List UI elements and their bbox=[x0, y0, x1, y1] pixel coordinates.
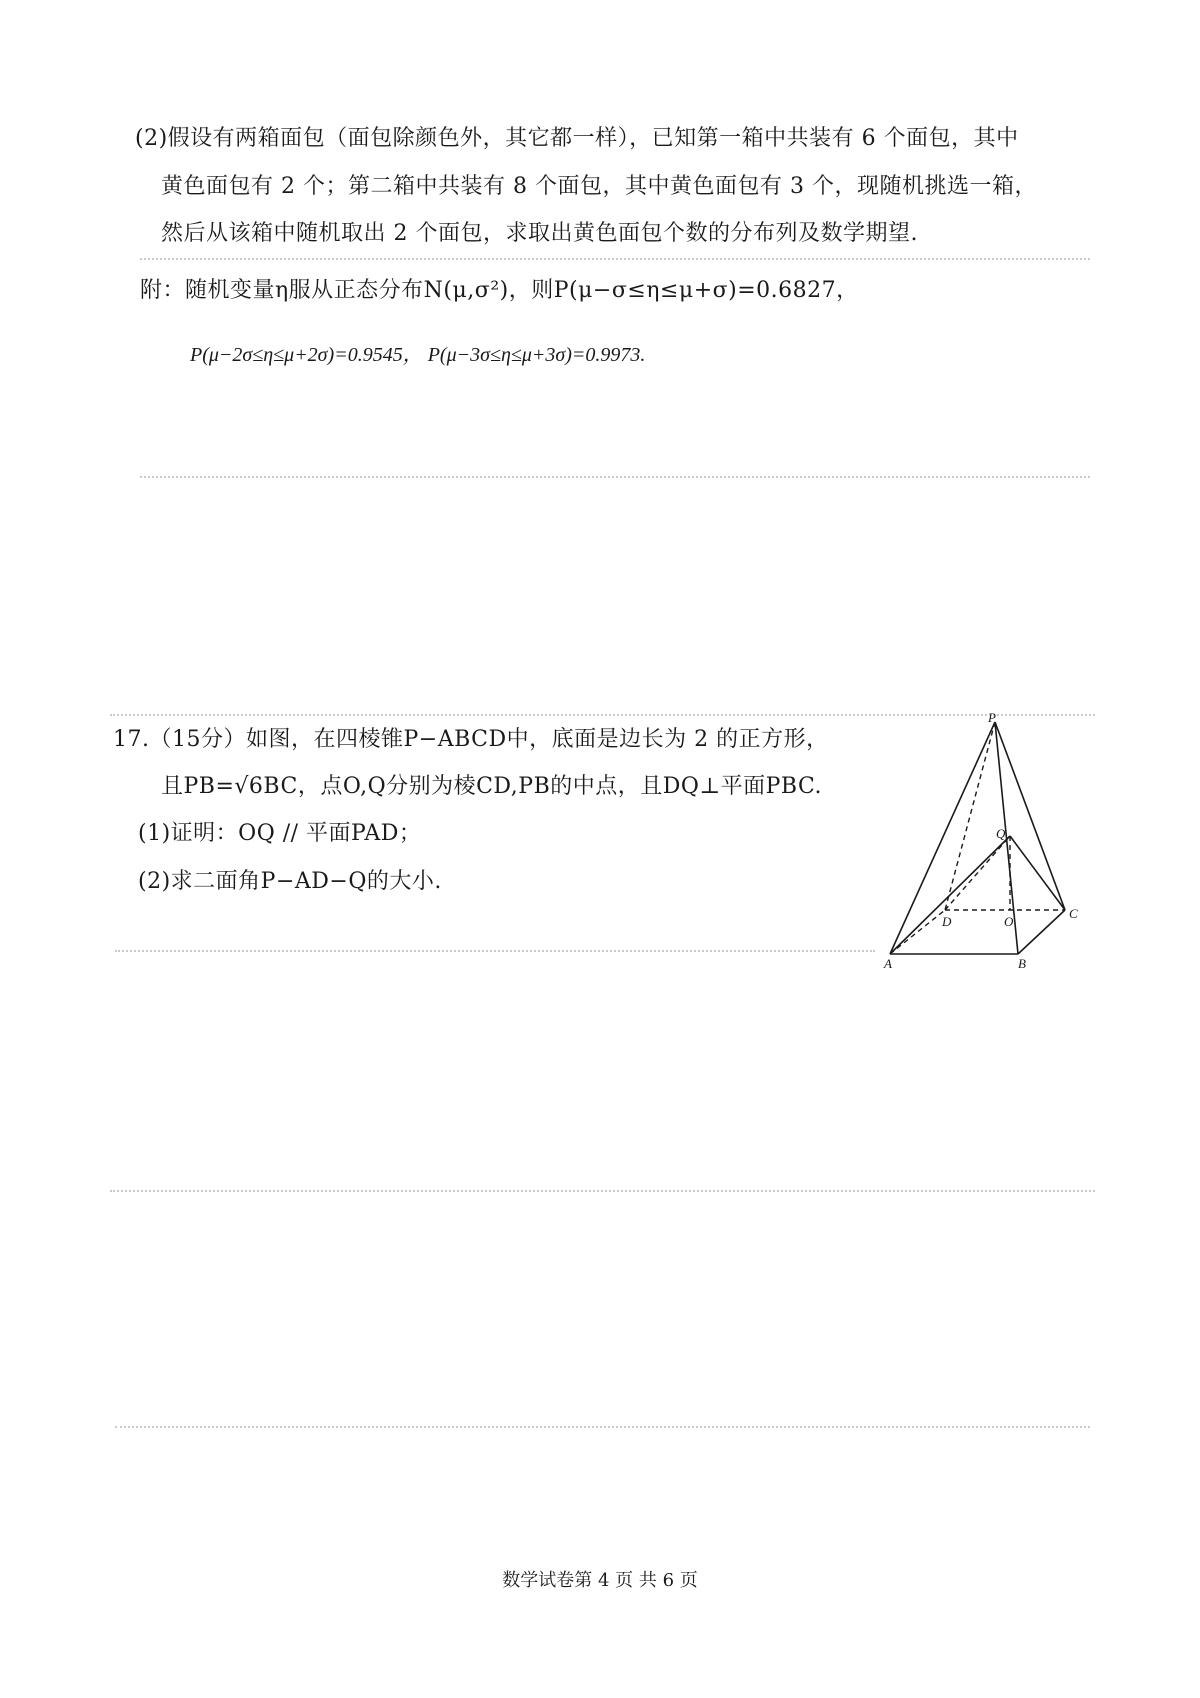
dotted-divider bbox=[140, 258, 1090, 260]
label-B: B bbox=[1018, 956, 1026, 971]
label-C: C bbox=[1069, 906, 1078, 921]
label-D: D bbox=[942, 914, 952, 929]
dotted-divider bbox=[140, 476, 1090, 478]
problem17-line1: 17.（15分）如图，在四棱锥P−ABCD中，底面是边长为 2 的正方形， bbox=[113, 727, 829, 752]
label-O: O bbox=[1004, 914, 1014, 929]
pyramid-figure bbox=[880, 712, 1090, 972]
dotted-divider bbox=[115, 950, 875, 952]
edge-BC bbox=[1018, 910, 1065, 954]
page-footer: 数学试卷第 4 页 共 6 页 bbox=[502, 1570, 698, 1591]
problem17-part2: (2)求二面角P−AD−Q的大小. bbox=[138, 869, 442, 894]
edge-AD bbox=[890, 910, 945, 954]
problem17-part1: (1)证明：OQ // 平面PAD； bbox=[138, 821, 422, 846]
segment-AQ bbox=[890, 836, 1010, 954]
problem16-part2-line2: 黄色面包有 2 个；第二箱中共装有 8 个面包，其中黄色面包有 3 个，现随机挑选一箱， bbox=[161, 174, 1037, 199]
dotted-divider bbox=[115, 1426, 1090, 1428]
appendix-line2: P(μ−2σ≤η≤μ+2σ)=0.9545， P(μ−3σ≤η≤μ+3σ)=0.9973. bbox=[190, 344, 646, 366]
label-P: P bbox=[988, 712, 996, 725]
pyramid-diagram bbox=[880, 712, 1090, 972]
appendix-line1: 附：随机变量η服从正态分布N(μ,σ²)，则P(μ−σ≤η≤μ+σ)=0.6827， bbox=[140, 278, 859, 303]
label-Q: Q bbox=[996, 826, 1006, 841]
segment-QC bbox=[1010, 836, 1065, 910]
dotted-divider bbox=[110, 1190, 1095, 1192]
problem16-part2-line1: (2)假设有两箱面包（面包除颜色外，其它都一样），已知第一箱中共装有 6 个面包，其中 bbox=[135, 126, 1019, 151]
problem17-line2: 且PB=√6BC，点O,Q分别为棱CD,PB的中点，且DQ⊥平面PBC. bbox=[161, 774, 823, 799]
label-A: A bbox=[884, 956, 892, 971]
edge-PC bbox=[995, 722, 1065, 910]
problem16-part2-line3: 然后从该箱中随机取出 2 个面包，求取出黄色面包个数的分布列及数学期望. bbox=[161, 221, 918, 246]
